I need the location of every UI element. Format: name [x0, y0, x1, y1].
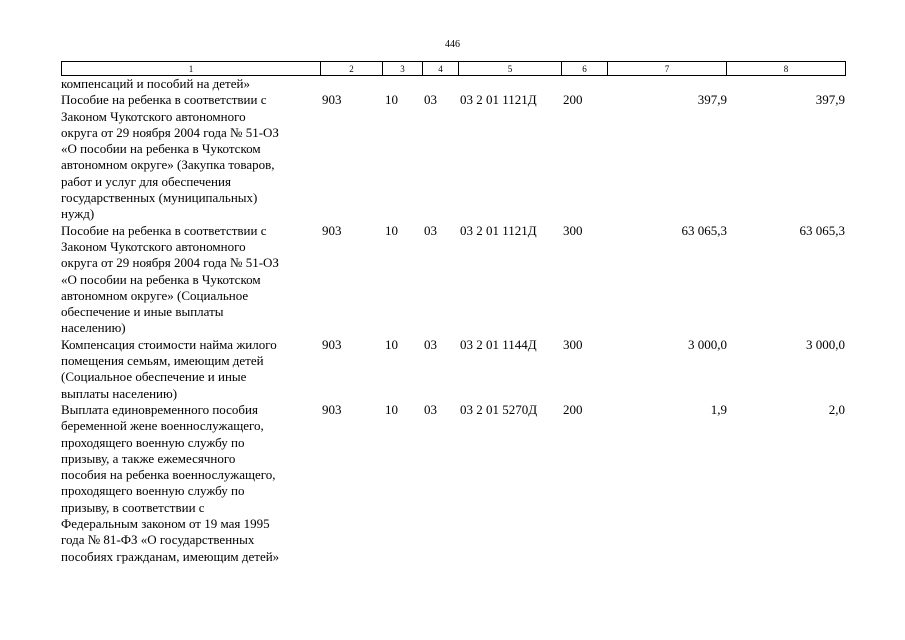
column-header-8: 8	[727, 62, 846, 76]
row-code-expense-type: 200	[563, 401, 583, 417]
row-code-subsection: 03	[424, 401, 437, 417]
row-code-ministry: 903	[322, 92, 342, 108]
row-code-ministry: 903	[322, 222, 342, 238]
continuation-text: компенсаций и пособий на детей»	[61, 76, 250, 91]
row-code-section: 10	[385, 401, 398, 417]
row-amount-2: 2,0	[828, 401, 845, 417]
row-amount-1: 1,9	[710, 401, 727, 417]
row-code-section: 10	[385, 92, 398, 108]
column-header-1: 1	[62, 62, 321, 76]
row-code-subsection: 03	[424, 222, 437, 238]
row-code-section: 10	[385, 222, 398, 238]
table-row	[0, 223, 905, 337]
row-description: Пособие на ребенка в соответствии с Законом Чукотского автономного округа от 29 ноября 2004 года № 51-ОЗ «О пособии на ребенка в Чукотском автономном округе» (Закупка товаров, работ и услуг для обеспечения государственных (муниципальных) нужд)	[61, 92, 279, 222]
row-code-expense-type: 300	[563, 336, 583, 352]
column-header-5: 5	[459, 62, 562, 76]
table-row	[0, 337, 905, 402]
row-description: Пособие на ребенка в соответствии с Законом Чукотского автономного округа от 29 ноября 2004 года № 51-ОЗ «О пособии на ребенка в Чукотском автономном округе» (Социальное обеспечение и иные выплаты населению)	[61, 222, 279, 336]
column-header-2: 2	[321, 62, 383, 76]
row-code-ministry: 903	[322, 401, 342, 417]
row-code-expense-type: 300	[563, 222, 583, 238]
column-header-7: 7	[608, 62, 727, 76]
column-header-table	[61, 61, 846, 76]
column-header-row	[62, 62, 846, 76]
row-amount-2: 63 065,3	[799, 222, 845, 238]
row-code-target: 03 2 01 1144Д	[460, 336, 537, 352]
row-amount-2: 397,9	[815, 92, 845, 108]
row-code-subsection: 03	[424, 336, 437, 352]
table-body	[0, 76, 905, 565]
table-row	[0, 92, 905, 222]
row-code-target: 03 2 01 1121Д	[460, 222, 537, 238]
column-header-4: 4	[423, 62, 459, 76]
column-header-3: 3	[383, 62, 423, 76]
row-code-section: 10	[385, 336, 398, 352]
page-number: 446	[445, 39, 460, 50]
row-code-target: 03 2 01 1121Д	[460, 92, 537, 108]
row-amount-1: 63 065,3	[681, 222, 727, 238]
row-description: Компенсация стоимости найма жилого помещения семьям, имеющим детей (Социальное обеспечение и иные выплаты населению)	[61, 336, 277, 401]
row-code-ministry: 903	[322, 336, 342, 352]
row-amount-1: 3 000,0	[688, 336, 727, 352]
column-header-6: 6	[562, 62, 608, 76]
continuation-row	[0, 76, 905, 92]
row-code-expense-type: 200	[563, 92, 583, 108]
row-amount-1: 397,9	[697, 92, 727, 108]
row-code-subsection: 03	[424, 92, 437, 108]
row-amount-2: 3 000,0	[806, 336, 845, 352]
table-row	[0, 402, 905, 565]
row-code-target: 03 2 01 5270Д	[460, 401, 538, 417]
row-description: Выплата единовременного пособия беременной жене военнослужащего, проходящего военную службу по призыву, а также ежемесячного пособия на ребенка военнослужащего, проходящего военную службу по призыву, в соответствии с Федеральным законом от 19 мая 1995 года № 81-ФЗ «О государственных пособиях гражданам, имеющим детей»	[61, 401, 280, 564]
